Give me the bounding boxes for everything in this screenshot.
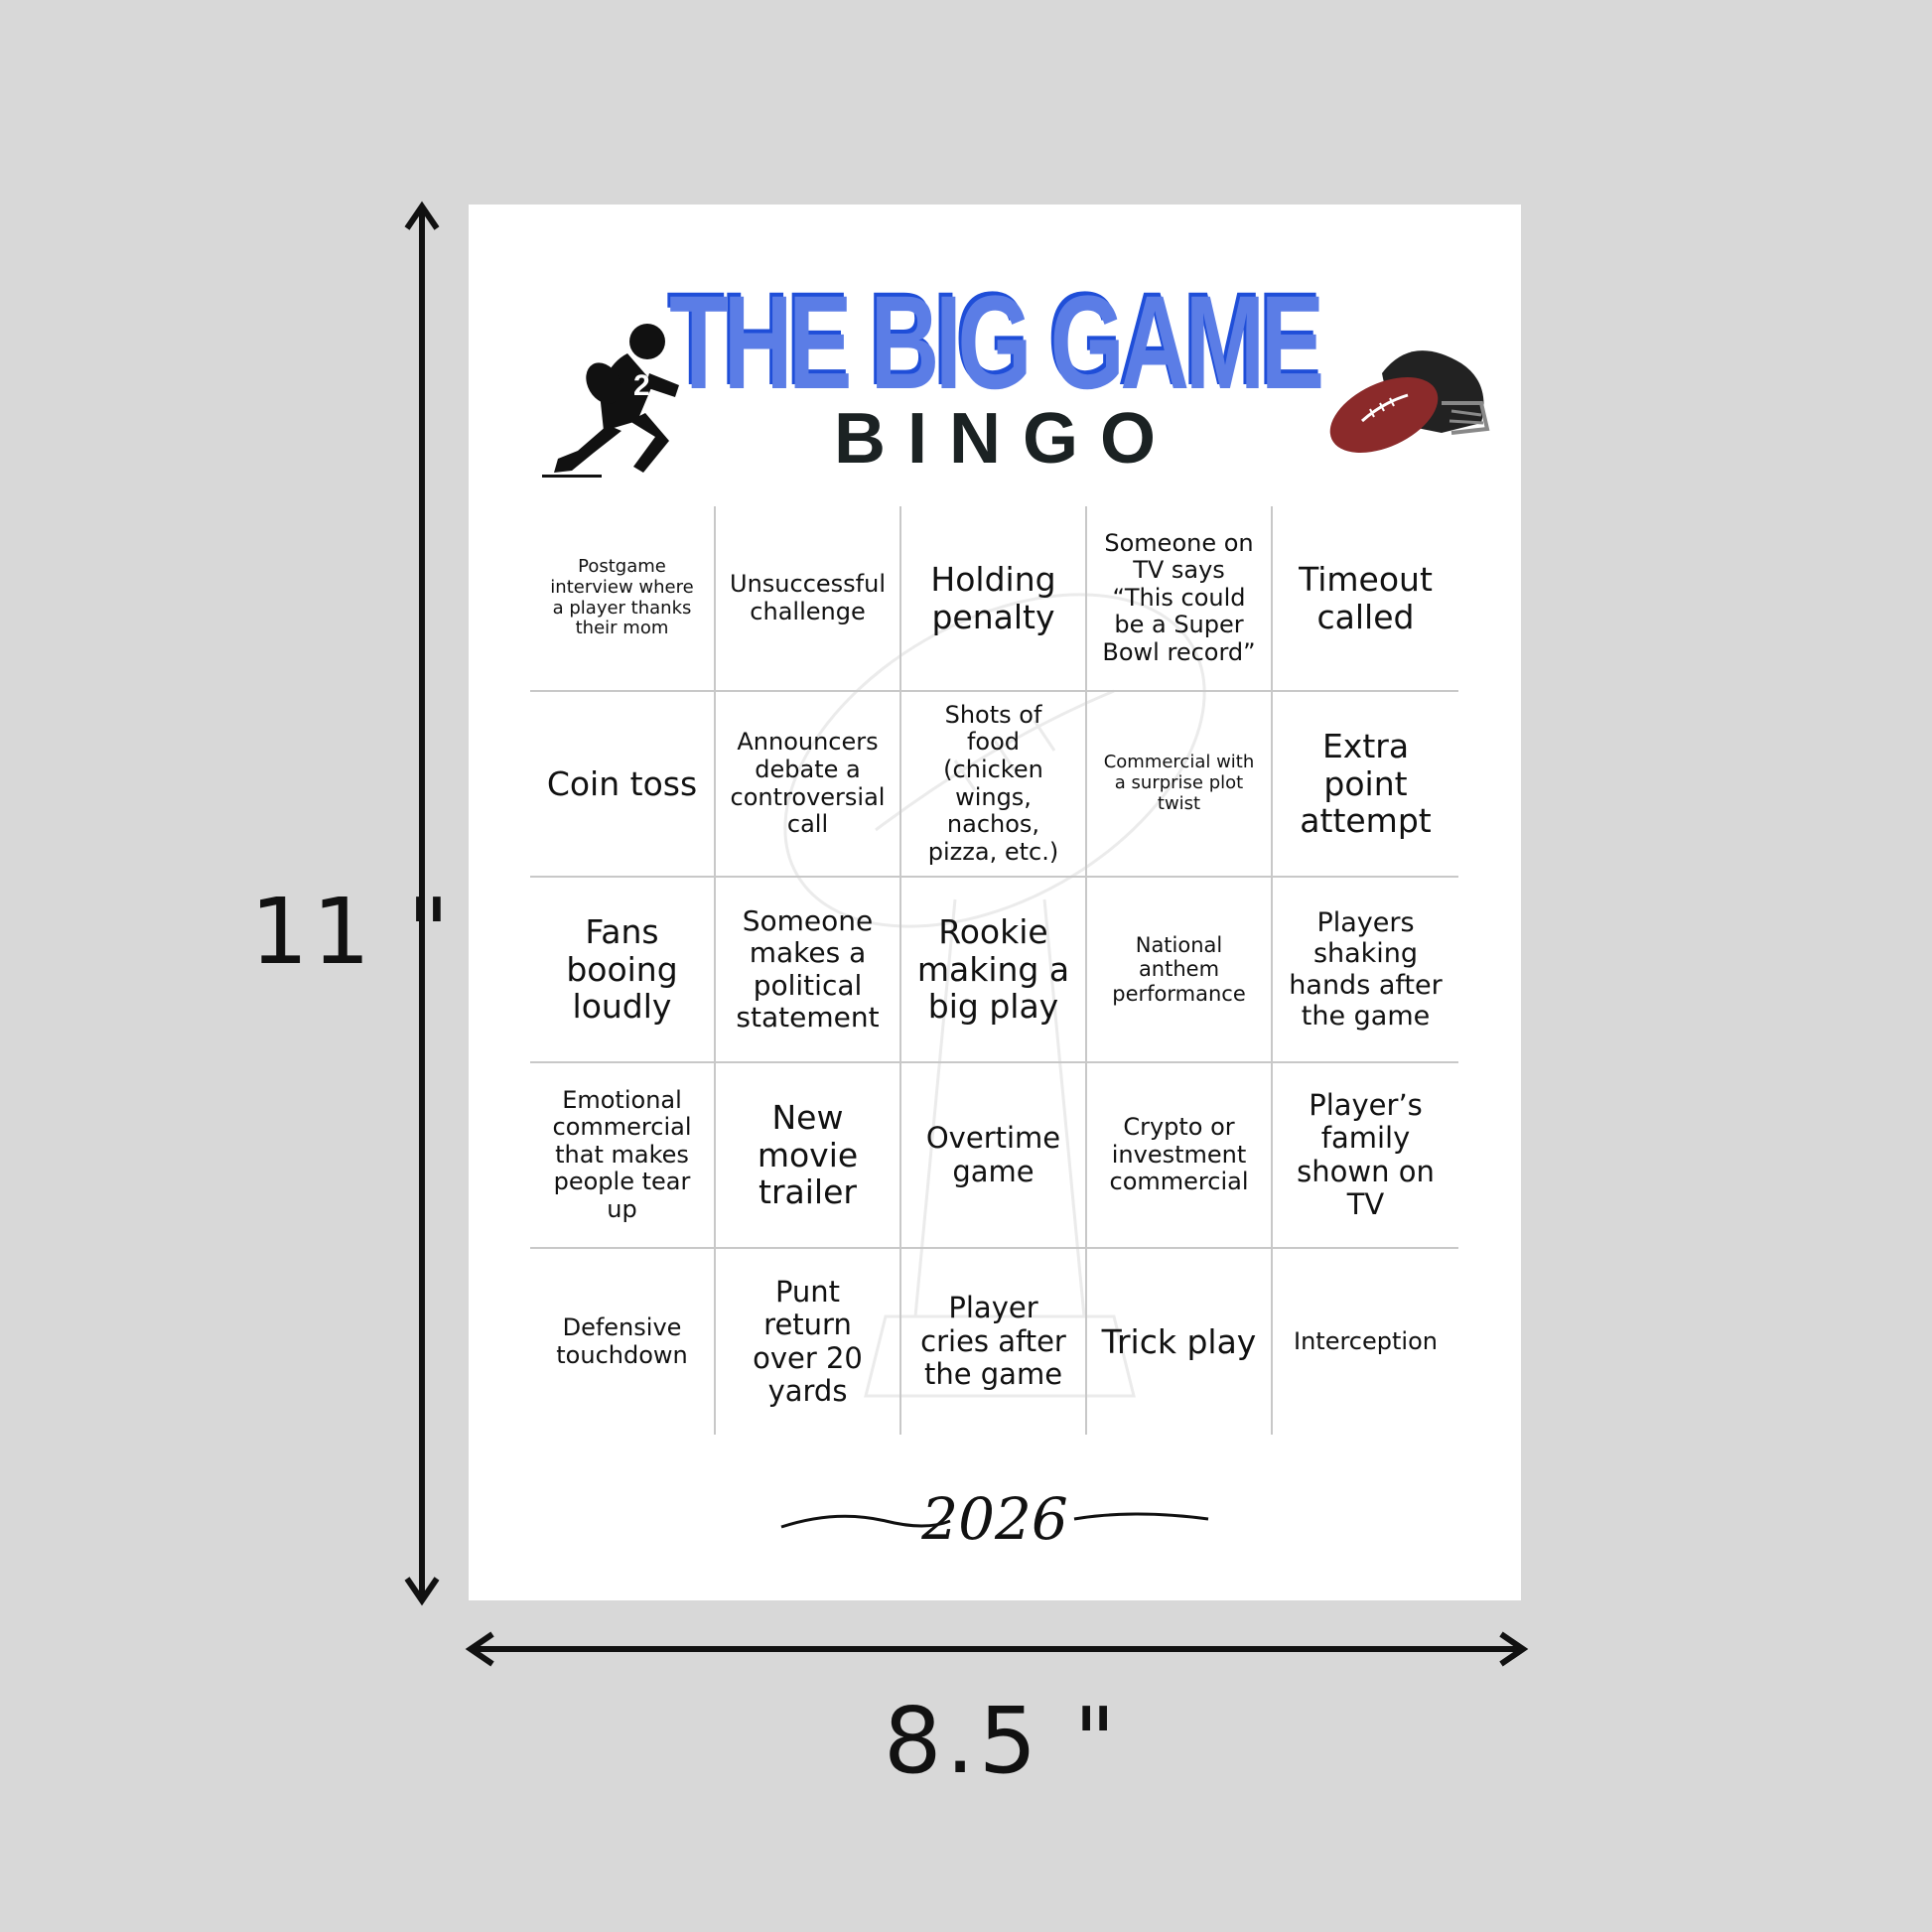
bingo-cell[interactable]: Player cries after the game <box>901 1249 1087 1435</box>
bingo-cell[interactable]: Interception <box>1294 1326 1438 1355</box>
bingo-cell[interactable]: Someone makes a political statement <box>716 878 901 1063</box>
svg-text:2: 2 <box>633 369 650 402</box>
year-script <box>776 1475 1213 1565</box>
bingo-cell[interactable]: Players shaking hands after the game <box>1273 878 1458 1063</box>
height-label: 11 " <box>250 879 454 985</box>
bingo-cell[interactable]: Postgame interview where a player thanks their mom <box>530 506 716 692</box>
bingo-cell[interactable]: Timeout called <box>1273 506 1458 692</box>
bingo-cell[interactable]: Crypto or investment commercial <box>1087 1063 1273 1249</box>
bingo-cell[interactable]: Emotional commercial that makes people tear up <box>530 1063 716 1249</box>
bingo-cell[interactable]: Player’s family shown on TV <box>1273 1063 1458 1249</box>
bingo-cell[interactable]: Holding penalty <box>901 506 1087 692</box>
bingo-cell[interactable]: Overtime game <box>901 1063 1087 1249</box>
bingo-cell[interactable]: Commercial with a surprise plot twist <box>1087 692 1273 878</box>
bingo-grid <box>530 506 1458 1435</box>
bingo-cell[interactable]: Extra point attempt <box>1273 692 1458 878</box>
bingo-cell[interactable]: New movie trailer <box>716 1063 901 1249</box>
subtitle: BINGO <box>833 399 1177 479</box>
bingo-cell[interactable]: Punt return over 20 yards <box>716 1249 901 1435</box>
year-label: 2026 <box>921 1485 1068 1553</box>
bingo-cell[interactable]: Trick play <box>1087 1249 1273 1435</box>
width-label: 8.5 " <box>884 1688 1120 1794</box>
bingo-cell[interactable]: Rookie making a big play <box>901 878 1087 1063</box>
bingo-sheet <box>469 205 1521 1600</box>
bingo-cell[interactable]: National anthem performance <box>1087 878 1273 1063</box>
bingo-cell[interactable]: Someone on TV says “This could be a Super Bowl record” <box>1087 506 1273 692</box>
bingo-cell[interactable]: Shots of food (chicken wings, nachos, pizza, etc.) <box>901 692 1087 878</box>
width-dimension-arrow <box>463 1624 1531 1674</box>
bingo-cell[interactable]: Announcers debate a controversial call <box>716 692 901 878</box>
bingo-cell[interactable]: Defensive touchdown <box>530 1249 716 1435</box>
bingo-cell[interactable]: Fans booing loudly <box>530 878 716 1063</box>
title: THE BIG GAME <box>669 269 1320 417</box>
bingo-cell[interactable]: Unsuccessful challenge <box>716 506 901 692</box>
football-helmet-icon <box>1322 334 1491 463</box>
bingo-cell[interactable]: Coin toss <box>530 692 716 878</box>
